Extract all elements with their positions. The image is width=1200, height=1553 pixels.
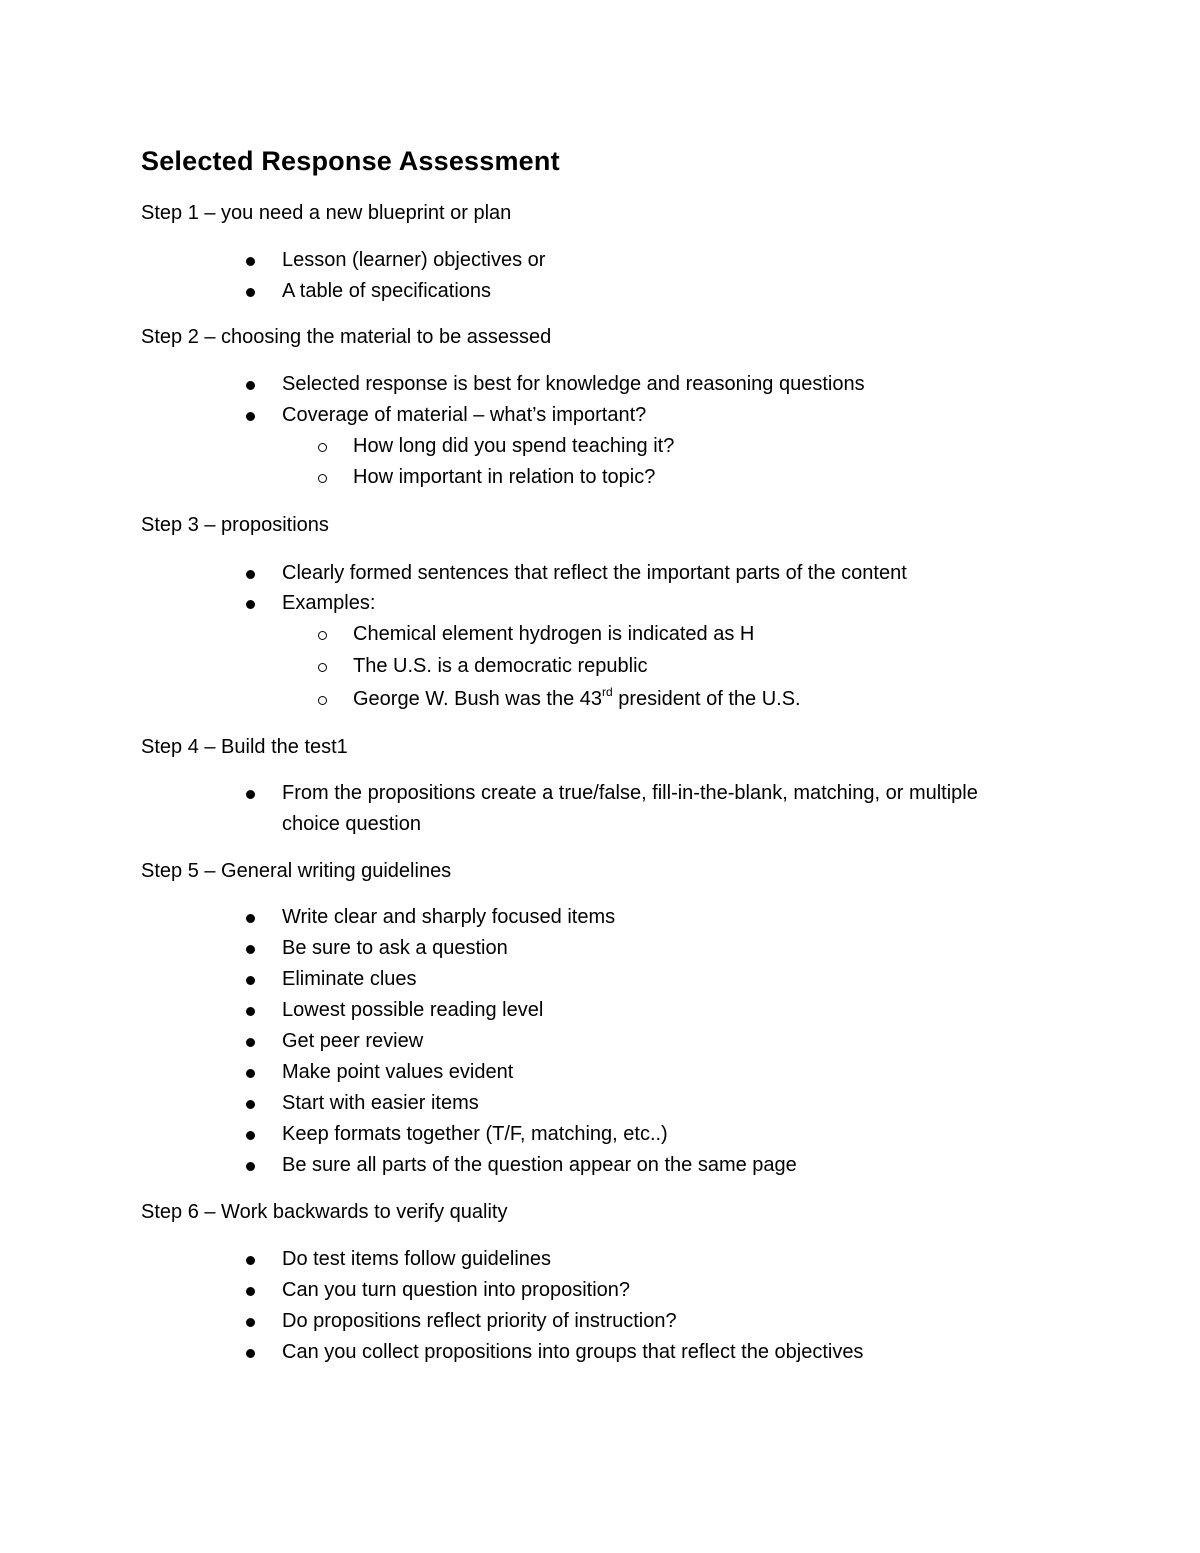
step-6-bullet-3: Do propositions reflect priority of instruction? [282, 1310, 677, 1332]
step-3-subbullet-3 [353, 684, 801, 715]
step-1-bullet-1: Lesson (learner) objectives or [282, 249, 546, 271]
step-4-heading: Step 4 – Build the test1 [141, 736, 348, 758]
bullet-icon [246, 288, 255, 297]
bullet-icon [246, 1349, 255, 1358]
bullet-icon [246, 1038, 255, 1047]
bullet-icon [246, 1318, 255, 1327]
bullet-icon [246, 570, 255, 579]
step-5-bullet-5: Get peer review [282, 1030, 424, 1052]
step-5-bullet-7: Start with easier items [282, 1092, 479, 1114]
sub-bullet-circle-icon [318, 663, 327, 672]
bullet-icon [246, 1131, 255, 1140]
subbullet-text-start: George W. Bush was the 43 [353, 688, 603, 710]
step-3-bullet-1: Clearly formed sentences that reflect the important parts of the content [282, 562, 907, 584]
bullet-icon [246, 976, 255, 985]
sub-bullet-circle-icon [318, 631, 327, 640]
step-2-subbullet-1: How long did you spend teaching it? [353, 435, 675, 457]
step-5-bullet-6: Make point values evident [282, 1061, 514, 1083]
step-2-bullet-1: Selected response is best for knowledge and reasoning questions [282, 373, 865, 395]
step-4-bullet-1: From the propositions create a true/false, fill-in-the-blank, matching, or multiple [282, 782, 978, 804]
step-3-heading: Step 3 – propositions [141, 514, 329, 536]
step-5-bullet-2: Be sure to ask a question [282, 937, 508, 959]
bullet-icon [246, 1069, 255, 1078]
step-6-bullet-1: Do test items follow guidelines [282, 1248, 552, 1270]
step-6-bullet-2: Can you turn question into proposition? [282, 1279, 631, 1301]
step-1-heading: Step 1 – you need a new blueprint or plan [141, 202, 512, 224]
step-3-subbullet-1: Chemical element hydrogen is indicated as H [353, 623, 755, 645]
step-4-bullet-1-continued: choice question [282, 813, 421, 835]
step-1-bullet-2: A table of specifications [282, 280, 492, 302]
step-5-bullet-1: Write clear and sharply focused items [282, 906, 616, 928]
bullet-icon [246, 790, 255, 799]
step-5-heading: Step 5 – General writing guidelines [141, 860, 452, 882]
bullet-icon [246, 1256, 255, 1265]
bullet-icon [246, 945, 255, 954]
sub-bullet-circle-icon [318, 696, 327, 705]
bullet-icon [246, 600, 255, 609]
step-5-bullet-9: Be sure all parts of the question appear on the same page [282, 1154, 797, 1176]
step-3-subbullet-2: The U.S. is a democratic republic [353, 655, 648, 677]
bullet-icon [246, 1287, 255, 1296]
document-title: Selected Response Assessment [141, 146, 560, 176]
bullet-icon [246, 257, 255, 266]
bullet-icon [246, 1100, 255, 1109]
step-6-bullet-4: Can you collect propositions into groups that reflect the objectives [282, 1341, 864, 1363]
step-5-bullet-8: Keep formats together (T/F, matching, etc..) [282, 1123, 668, 1145]
step-2-subbullet-2: How important in relation to topic? [353, 466, 656, 488]
step-3-bullet-2: Examples: [282, 592, 376, 614]
sub-bullet-circle-icon [318, 474, 327, 483]
sub-bullet-circle-icon [318, 443, 327, 452]
bullet-icon [246, 1007, 255, 1016]
step-5-bullet-4: Lowest possible reading level [282, 999, 544, 1021]
subbullet-text-end: president of the U.S. [612, 688, 801, 710]
bullet-icon [246, 381, 255, 390]
step-2-heading: Step 2 – choosing the material to be assessed [141, 326, 552, 348]
bullet-icon [246, 412, 255, 421]
step-6-heading: Step 6 – Work backwards to verify quality [141, 1201, 508, 1223]
step-2-bullet-2: Coverage of material – what’s important? [282, 404, 647, 426]
ordinal-superscript: rd [602, 685, 613, 699]
step-5-bullet-3: Eliminate clues [282, 968, 417, 990]
bullet-icon [246, 914, 255, 923]
bullet-icon [246, 1162, 255, 1171]
